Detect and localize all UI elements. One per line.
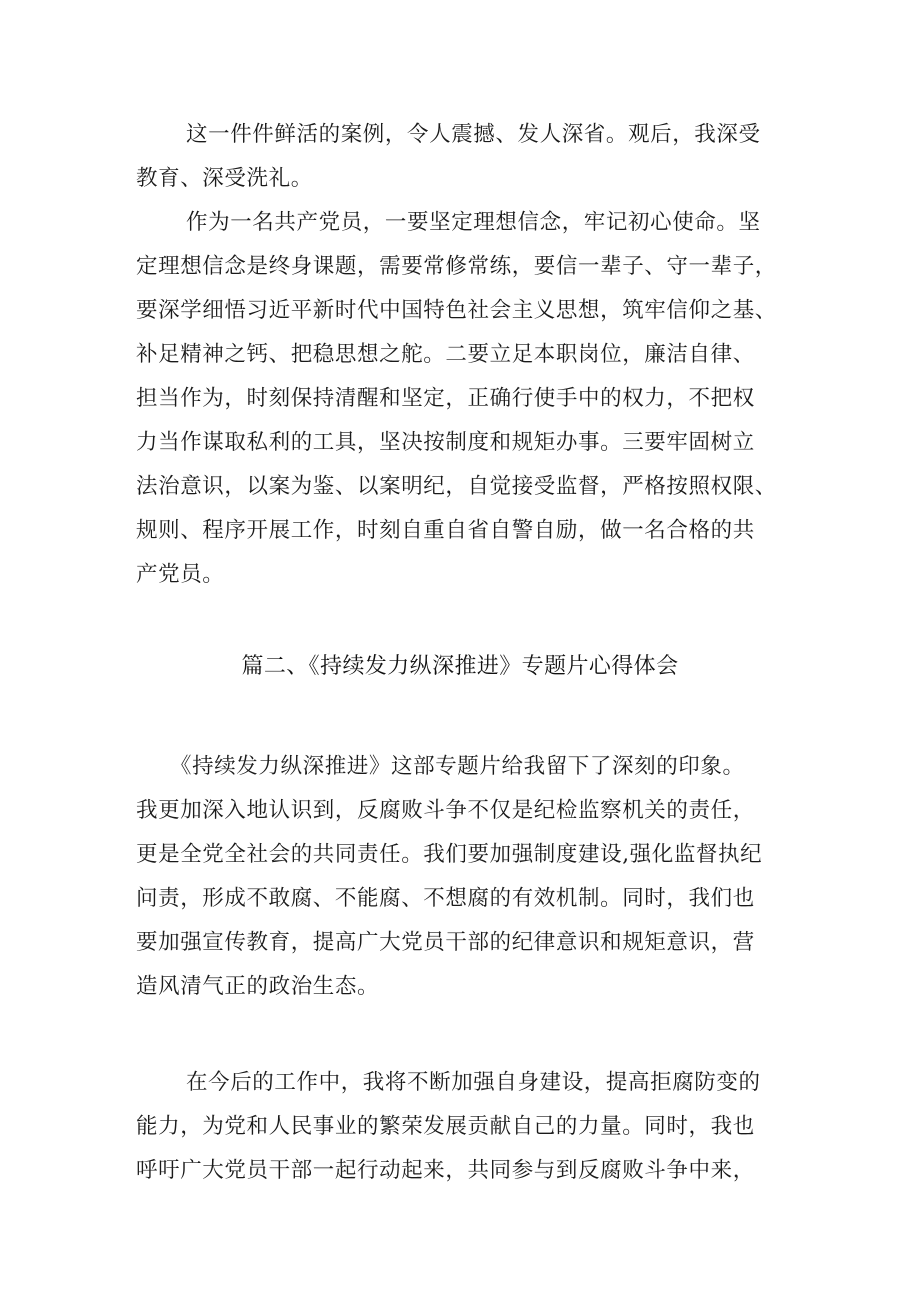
paragraph-line: 造风清气正的政治生态。 [136,974,380,999]
paragraph-line: 担当作为，时刻保持清醒和坚定，正确行使手中的权力，不把权 [136,386,755,411]
paragraph-line: 更是全党全社会的共同责任。我们要加强制度建设,强化监督执纪 [136,842,763,867]
paragraph-line: 作为一名共产党员，一要坚定理想信念，牢记初心使命。坚 [186,210,761,235]
paragraph-line: 教育、深受洗礼。 [136,166,313,191]
paragraph-line: 规则、程序开展工作，时刻自重自省自警自励，做一名合格的共 [136,518,755,543]
paragraph-line: 要深学细悟习近平新时代中国特色社会主义思想，筑牢信仰之基、 [136,298,777,323]
paragraph-line: 要加强宣传教育，提高广大党员干部的纪律意识和规矩意识，营 [136,930,755,955]
paragraph-line: 问责，形成不敢腐、不能腐、不想腐的有效机制。同时，我们也 [136,886,755,911]
paragraph-line: 呼吁广大党员干部一起行动起来，共同参与到反腐败斗争中来， [136,1158,755,1183]
paragraph-line: 法治意识，以案为鉴、以案明纪，自觉接受监督，严格按照权限、 [136,474,777,499]
paragraph-line: 力当作谋取私利的工具，坚决按制度和规矩办事。三要牢固树立 [136,430,755,455]
paragraph-line: 我更加深入地认识到，反腐败斗争不仅是纪检监察机关的责任， [136,798,755,823]
paragraph-line: 能力，为党和人民事业的繁荣发展贡献自己的力量。同时，我也 [136,1114,755,1139]
paragraph-line: 补足精神之钙、把稳思想之舵。二要立足本职岗位，廉洁自律、 [136,342,755,367]
section-heading: 篇二、《持续发力纵深推进》专题片心得体会 [241,654,679,679]
paragraph-line: 定理想信念是终身课题，需要常修常练，要信一辈子、守一辈子， [136,254,777,279]
paragraph-line: 产党员。 [136,562,225,587]
paragraph-line: 在今后的工作中，我将不断加强自身建设，提高拒腐防变的 [186,1070,761,1095]
paragraph-line: 这一件件鲜活的案例，令人震撼、发人深省。观后，我深受 [186,122,761,147]
paragraph-line: 《持续发力纵深推进》这部专题片给我留下了深刻的印象。 [170,754,745,779]
